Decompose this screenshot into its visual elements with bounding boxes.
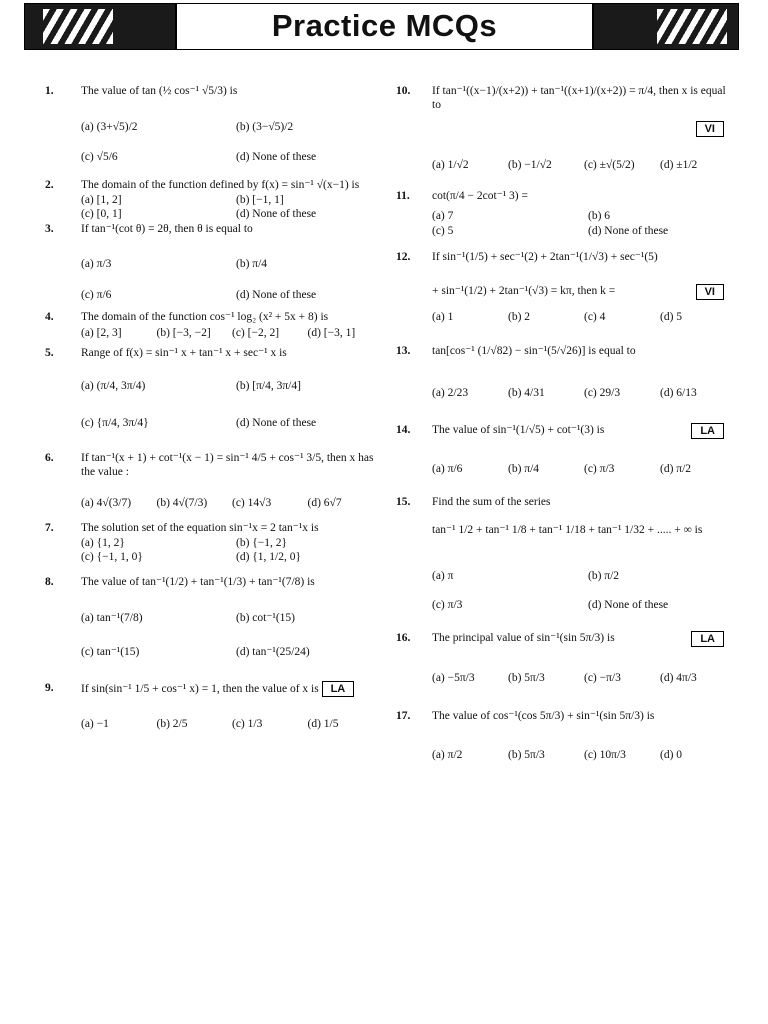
option-a[interactable]: (a) 1 bbox=[432, 311, 454, 324]
question-text: If tan⁻¹((x−1)/(x+2)) + tan⁻¹((x+1)/(x+2)) = π/4, then x is equal to bbox=[432, 85, 726, 112]
question-number: 7. bbox=[45, 522, 54, 535]
question-5 bbox=[45, 346, 383, 440]
option-d[interactable]: (d) 5 bbox=[660, 311, 683, 324]
option-a[interactable]: (a) 2/23 bbox=[432, 387, 469, 400]
question-text: Find the sum of the series bbox=[432, 495, 551, 508]
question-text-row bbox=[432, 423, 736, 439]
options bbox=[432, 209, 736, 238]
option-c[interactable]: (c) 4 bbox=[584, 311, 606, 324]
question-4 bbox=[45, 310, 383, 342]
options bbox=[81, 601, 383, 669]
question-number: 14. bbox=[396, 423, 411, 436]
question-6 bbox=[45, 451, 383, 518]
option-c[interactable]: (c) tan⁻¹(15) bbox=[81, 645, 140, 658]
question-number: 6. bbox=[45, 451, 54, 464]
options bbox=[81, 193, 383, 222]
option-b[interactable]: (b) 2/5 bbox=[156, 717, 188, 730]
option-d[interactable]: (d) None of these bbox=[588, 599, 669, 612]
option-c[interactable]: (c) 14√3 bbox=[232, 497, 272, 510]
right-column bbox=[396, 70, 736, 764]
options bbox=[432, 151, 736, 179]
badge-row bbox=[396, 121, 724, 137]
option-b[interactable]: (b) (3−√5)/2 bbox=[236, 121, 294, 134]
options bbox=[81, 112, 383, 172]
option-d[interactable]: (d) None of these bbox=[236, 417, 317, 430]
options bbox=[432, 746, 736, 764]
option-b[interactable]: (b) cot⁻¹(15) bbox=[236, 611, 296, 624]
option-a[interactable]: (a) (π/4, 3π/4) bbox=[81, 380, 146, 393]
option-b[interactable]: (b) π/2 bbox=[588, 570, 620, 583]
question-text: If sin⁻¹(1/5) + sec⁻¹(2) + 2tan⁻¹(1/√3) + sec⁻¹(5) bbox=[432, 250, 658, 263]
option-b[interactable]: (b) [−1, 1] bbox=[236, 193, 284, 206]
option-c[interactable]: (c) {−1, 1, 0} bbox=[81, 551, 143, 564]
question-14 bbox=[396, 423, 736, 479]
question-text: Range of f(x) = sin⁻¹ x + tan⁻¹ x + sec⁻¹ x is bbox=[81, 347, 287, 360]
question-text: The value of tan⁻¹(1/2) + tan⁻¹(1/3) + tan⁻¹(7/8) is bbox=[81, 575, 315, 588]
level-badge: LA bbox=[691, 423, 724, 439]
option-a[interactable]: (a) π/3 bbox=[81, 257, 112, 270]
option-c[interactable]: (c) [−2, 2] bbox=[232, 327, 280, 340]
options bbox=[432, 385, 736, 403]
question-10 bbox=[396, 84, 736, 179]
option-d[interactable]: (d) None of these bbox=[236, 151, 317, 164]
question-9-text: If sin(sin⁻¹ 1/5 + cos⁻¹ x) = 1, then the value of x is bbox=[81, 682, 319, 695]
question-number: 12. bbox=[396, 250, 411, 263]
option-b[interactable]: (b) 4/31 bbox=[508, 387, 545, 400]
banner-title-box bbox=[175, 4, 594, 49]
option-b[interactable]: (b) 5π/3 bbox=[508, 748, 545, 761]
question-number: 3. bbox=[45, 222, 54, 235]
question-number: 10. bbox=[396, 85, 411, 97]
question-number: 8. bbox=[45, 575, 54, 588]
banner-stripes-right bbox=[657, 9, 727, 44]
option-d[interactable]: (d) tan⁻¹(25/24) bbox=[236, 645, 310, 658]
option-a[interactable]: (a) −5π/3 bbox=[432, 672, 475, 685]
question-text-cont bbox=[432, 284, 736, 300]
question-text: cot(π/4 − 2cot⁻¹ 3) = bbox=[432, 189, 528, 202]
option-d[interactable]: (d) {1, 1/2, 0} bbox=[236, 551, 302, 564]
option-b[interactable]: (b) [π/4, 3π/4] bbox=[236, 380, 301, 393]
question-15 bbox=[396, 495, 736, 616]
question-number: 13. bbox=[396, 345, 411, 358]
option-a[interactable]: (a) tan⁻¹(7/8) bbox=[81, 611, 143, 624]
option-c[interactable]: (c) π/3 bbox=[584, 463, 615, 476]
options bbox=[81, 367, 383, 441]
option-a[interactable]: (a) [1, 2] bbox=[81, 193, 122, 206]
question-number: 11. bbox=[396, 189, 410, 202]
option-b[interactable]: (b) π/4 bbox=[236, 257, 268, 270]
option-c[interactable]: (c) 5 bbox=[432, 224, 454, 237]
option-a[interactable]: (a) −1 bbox=[81, 717, 109, 730]
question-text: The value of tan (½ cos⁻¹ √5/3) is bbox=[81, 85, 238, 97]
question-text: The domain of the function cos⁻¹ log₂ (x² + 5x + 8) is bbox=[81, 310, 329, 323]
options bbox=[432, 308, 736, 326]
option-c[interactable]: (c) √5/6 bbox=[81, 151, 118, 164]
option-c[interactable]: (c) {π/4, 3π/4} bbox=[81, 417, 149, 430]
question-number: 5. bbox=[45, 347, 54, 360]
question-number: 2. bbox=[45, 179, 54, 192]
title-banner bbox=[24, 3, 739, 50]
option-c[interactable]: (c) π/3 bbox=[432, 599, 463, 612]
question-text: If tan⁻¹(x + 1) + cot⁻¹(x − 1) = sin⁻¹ 4/5 + cos⁻¹ 3/5, then x has the value : bbox=[81, 451, 374, 478]
option-d[interactable]: (d) π/2 bbox=[660, 463, 692, 476]
option-d[interactable]: (d) 0 bbox=[660, 748, 683, 761]
option-c[interactable]: (c) 10π/3 bbox=[584, 748, 626, 761]
option-d[interactable]: (d) [−3, 1] bbox=[307, 327, 356, 340]
question-3 bbox=[45, 222, 383, 306]
option-a[interactable]: (a) 7 bbox=[432, 210, 454, 223]
question-text: The solution set of the equation sin⁻¹x = 2 tan⁻¹x is bbox=[81, 522, 319, 535]
option-a[interactable]: (a) (3+√5)/2 bbox=[81, 121, 138, 134]
question-7 bbox=[45, 521, 383, 564]
level-badge: VI bbox=[696, 121, 724, 137]
page-title: Practice MCQs bbox=[271, 8, 498, 43]
option-c[interactable]: (c) −π/3 bbox=[584, 672, 621, 685]
option-b[interactable]: (b) 4√(7/3) bbox=[156, 497, 208, 510]
option-a[interactable]: (a) π bbox=[432, 570, 454, 583]
options bbox=[81, 244, 383, 306]
options bbox=[432, 461, 736, 479]
question-12-text2: + sin⁻¹(1/2) + 2tan⁻¹(√3) = kπ, then k = bbox=[432, 285, 616, 298]
option-a[interactable]: (a) [2, 3] bbox=[81, 327, 122, 340]
question-text: The value of cos⁻¹(cos 5π/3) + sin⁻¹(sin 5π/3) is bbox=[432, 710, 655, 723]
option-b[interactable]: (b) [−3, −2] bbox=[156, 327, 211, 340]
option-d[interactable]: (d) ±1/2 bbox=[660, 158, 698, 171]
option-b[interactable]: (b) 6 bbox=[588, 210, 611, 223]
option-d[interactable]: (d) 6/13 bbox=[660, 387, 697, 400]
option-a[interactable]: (a) π/6 bbox=[432, 463, 463, 476]
question-number: 15. bbox=[396, 495, 411, 508]
option-c[interactable]: (c) π/6 bbox=[81, 288, 112, 301]
question-14-text: The value of sin⁻¹(1/√5) + cot⁻¹(3) is bbox=[432, 423, 605, 436]
option-a[interactable]: (a) {1, 2} bbox=[81, 536, 125, 549]
question-1 bbox=[45, 84, 383, 172]
question-number: 16. bbox=[396, 632, 411, 645]
option-d[interactable]: (d) None of these bbox=[588, 224, 669, 237]
level-badge: LA bbox=[691, 631, 724, 647]
left-column bbox=[45, 70, 383, 733]
option-b[interactable]: (b) 2 bbox=[508, 311, 531, 324]
option-d[interactable]: (d) 1/5 bbox=[307, 717, 339, 730]
question-15-series: tan⁻¹ 1/2 + tan⁻¹ 1/8 + tan⁻¹ 1/18 + tan⁻¹ 1/32 + ..... + ∞ is bbox=[432, 524, 703, 536]
question-12 bbox=[396, 250, 736, 326]
question-text: If tan⁻¹(cot θ) = 2θ, then θ is equal to bbox=[81, 222, 253, 235]
question-text-row bbox=[432, 631, 736, 647]
option-b[interactable]: (b) −1/√2 bbox=[508, 158, 552, 171]
option-b[interactable]: (b) π/4 bbox=[508, 463, 540, 476]
option-d[interactable]: (d) None of these bbox=[236, 288, 317, 301]
level-badge: LA bbox=[322, 681, 355, 697]
option-d[interactable]: (d) 4π/3 bbox=[660, 672, 697, 685]
option-b[interactable]: (b) 5π/3 bbox=[508, 672, 545, 685]
question-9 bbox=[45, 681, 383, 733]
question-13 bbox=[396, 344, 736, 402]
question-number: 17. bbox=[396, 710, 411, 723]
option-a[interactable]: (a) 4√(3/7) bbox=[81, 497, 132, 510]
options bbox=[81, 324, 383, 342]
options bbox=[81, 536, 383, 565]
option-d[interactable]: (d) 6√7 bbox=[307, 497, 342, 510]
question-8 bbox=[45, 575, 383, 669]
options bbox=[81, 489, 383, 517]
question-text: tan[cos⁻¹ (1/√82) − sin⁻¹(5/√26)] is equal to bbox=[432, 345, 636, 358]
question-2 bbox=[45, 178, 383, 221]
question-text: The domain of the function defined by f(x) = sin⁻¹ √(x−1) is bbox=[81, 179, 360, 192]
options bbox=[432, 557, 736, 615]
option-a[interactable]: (a) π/2 bbox=[432, 748, 463, 761]
question-text bbox=[81, 681, 383, 697]
option-a[interactable]: (a) 1/√2 bbox=[432, 158, 469, 171]
option-d[interactable]: (d) None of these bbox=[236, 208, 317, 221]
question-16-text: The principal value of sin⁻¹(sin 5π/3) is bbox=[432, 632, 615, 645]
option-c[interactable]: (c) 1/3 bbox=[232, 717, 263, 730]
option-c[interactable]: (c) [0, 1] bbox=[81, 208, 122, 221]
question-number: 9. bbox=[45, 681, 54, 694]
option-c[interactable]: (c) 29/3 bbox=[584, 387, 621, 400]
question-number: 1. bbox=[45, 85, 54, 97]
question-17 bbox=[396, 709, 736, 763]
question-number: 4. bbox=[45, 310, 54, 323]
question-16 bbox=[396, 631, 736, 687]
banner-stripes-left bbox=[43, 9, 113, 44]
level-badge: VI bbox=[696, 284, 724, 300]
option-c[interactable]: (c) ±√(5/2) bbox=[584, 158, 635, 171]
question-11 bbox=[396, 189, 736, 238]
option-b[interactable]: (b) {−1, 2} bbox=[236, 536, 288, 549]
options bbox=[432, 669, 736, 687]
options bbox=[81, 715, 383, 733]
